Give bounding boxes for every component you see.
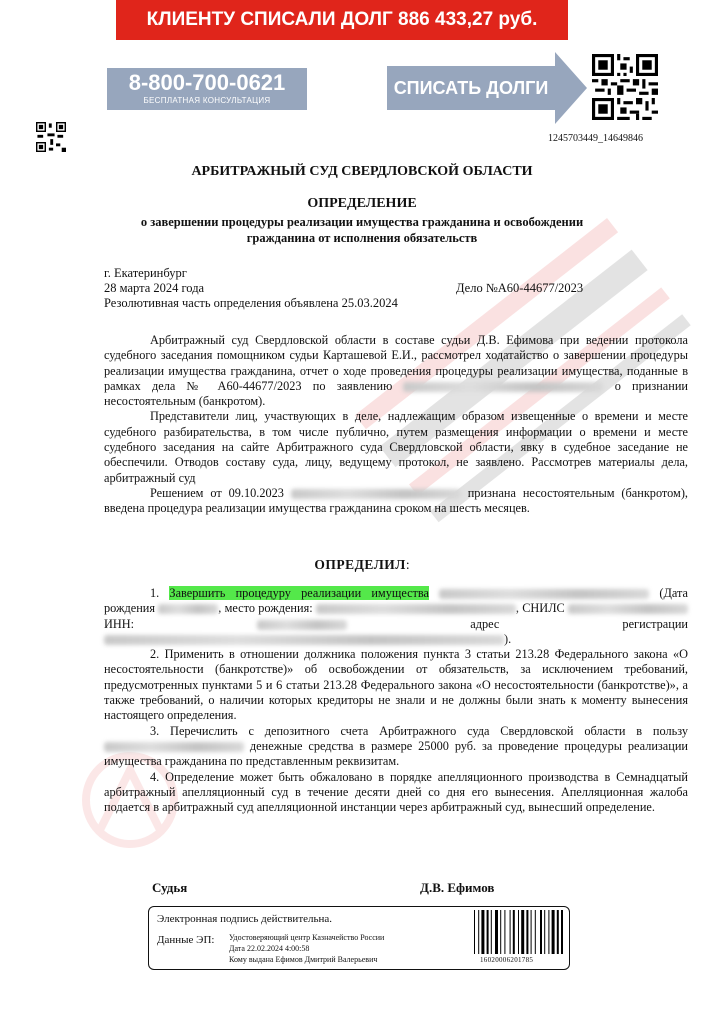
- item-2: 2. Применить в отношении должника положения пункта 3 статьи 213.28 Федерального закона «О несостоятельности (банкротстве)» об освобождении от обязательств, за исключением требований, предусмотренных пунктами 5 и 6 статьи 213.28 Федерального закона «О несостоятельности (банкротстве)», а также требований, о наличии которых кредиторы не знали и не должны были знать к моменту вынесения настоящего определения.: [104, 647, 688, 723]
- barcode-number: 16020006201785: [480, 956, 534, 964]
- write-off-debts-button[interactable]: [387, 52, 587, 124]
- signature-details: Удостоверяющий центр Казначейство России Дата 22.02.2024 4:00:58 Кому выдана Ефимов Дмитрий Валерьевич: [229, 933, 385, 964]
- redacted-birthplace: [316, 604, 516, 614]
- redacted-name: [291, 489, 461, 499]
- decision-items: [104, 586, 688, 815]
- case-number: Дело №А60-44677/2023: [456, 281, 584, 295]
- decision-date: 28 марта 2024 года: [104, 281, 205, 295]
- judge-label: Судья: [152, 880, 188, 895]
- redacted-manager: [104, 742, 244, 752]
- item-3: 3. Перечислить с депозитного счета Арбитражного суда Свердловской области в пользу денежные средства в размере 25000 руб. за проведение процедуры реализации имущества гражданина по представленным реквизитам.: [104, 723, 688, 769]
- document-id: 1245703449_14649846: [548, 133, 643, 144]
- redacted-name: [439, 589, 649, 599]
- highlighted-text: Завершить процедуру реализации имущества: [169, 586, 430, 600]
- item-4: 4. Определение может быть обжаловано в порядке апелляционного производства в Семнадцатый арбитражный апелляционный суд в течение десяти дней со дня его вынесения. Апелляционная жалоба подается в арбитражный суд апелляционной инстанции через арбитражный суд, вынесший определение.: [104, 769, 688, 815]
- redacted-birthdate: [158, 604, 218, 614]
- phone-caption: БЕСПЛАТНАЯ КОНСУЛЬТАЦИЯ: [143, 96, 271, 105]
- document-type: ОПРЕДЕЛЕНИЕ: [307, 196, 417, 211]
- redacted-snils: [568, 604, 688, 614]
- item-1: 1. Завершить процедуру реализации имущества (Дата рождения , место рождения: , СНИЛС ИНН: адрес регистрации ).: [104, 586, 689, 646]
- decided-heading: ОПРЕДЕЛИЛ:: [314, 557, 410, 572]
- redacted-inn: [257, 620, 347, 630]
- barcode-icon: [474, 910, 586, 954]
- signature-data-label: Данные ЭП:: [157, 934, 215, 946]
- subject-line-2: гражданина от исполнения обязательств: [246, 231, 478, 245]
- phone-consultation-box[interactable]: [107, 68, 307, 110]
- small-qr-code-icon: [36, 122, 66, 152]
- redacted-address: [104, 635, 504, 645]
- paragraph-1: Арбитражный суд Свердловской области в составе судьи Д.В. Ефимова при ведении протокола судебного заседания помощником судьи Карташевой Е.И., рассмотрел ходатайство о завершении процедуры реализации имущества гражданина, отчет о ходе проведения процедуры реализации имущества, поданные в рамках дела № А60-44677/2023 по заявлению о признании несостоятельным (банкротом).: [104, 333, 688, 409]
- judge-name: Д.В. Ефимов: [420, 880, 495, 895]
- promo-banner[interactable]: КЛИЕНТУ СПИСАЛИ ДОЛГ 886 433,27 руб.: [116, 0, 568, 40]
- qr-code-icon[interactable]: [592, 54, 658, 120]
- redacted-name: [403, 382, 603, 392]
- write-off-debts-label: СПИСАТЬ ДОЛГИ: [393, 78, 549, 98]
- paragraph-3: Решением от 09.10.2023 признана несостоятельным (банкротом), введена процедура реализации имущества гражданина сроком на шесть месяцев.: [104, 485, 689, 516]
- document-subject: [0, 214, 724, 246]
- phone-number: 8-800-700-0621: [128, 70, 286, 95]
- subject-line-1: о завершении процедуры реализации имущества гражданина и освобождении: [140, 215, 584, 229]
- decision-body: [104, 333, 688, 517]
- court-name: АРБИТРАЖНЫЙ СУД СВЕРДЛОВСКОЙ ОБЛАСТИ: [191, 164, 533, 179]
- announcement-line: Резолютивная часть определения объявлена 25.03.2024: [104, 296, 398, 310]
- signature-valid-text: Электронная подпись действительна.: [157, 913, 333, 925]
- paragraph-2: Представители лиц, участвующих в деле, надлежащим образом извещенные о времени и месте судебного разбирательства, в том числе публично, путем размещения информации о времени и месте судебного заседания на сайте Арбитражного суда Свердловской области, явку в судебное заседание не обеспечили. Отводов составу суда, лицу, ведущему протокол, не заявлено. Рассмотрев материалы дела, арбитражный суд: [104, 409, 688, 485]
- city: г. Екатеринбург: [104, 266, 187, 280]
